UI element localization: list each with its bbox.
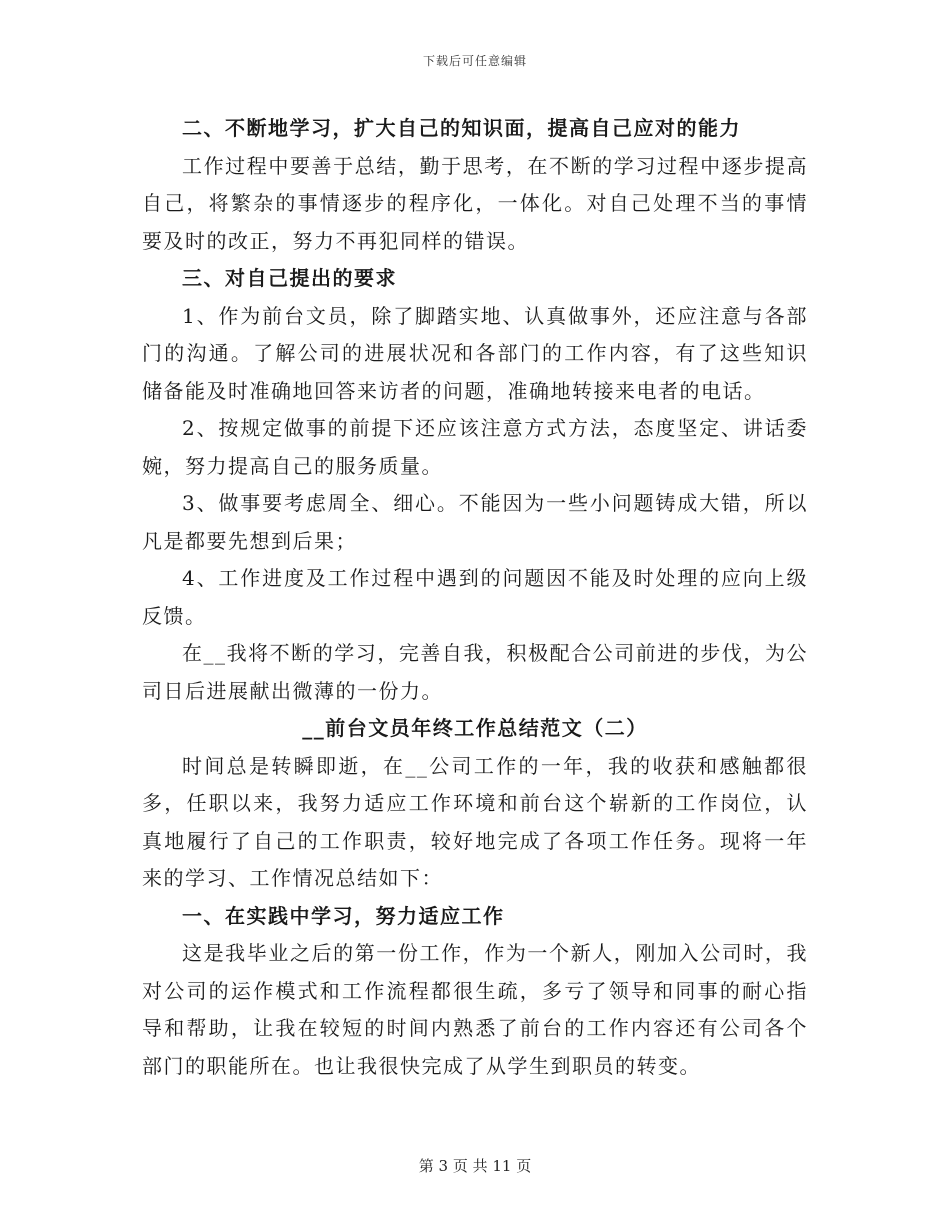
paragraph-requirement-2: 2、按规定做事的前提下还应该注意方式方法，态度坚定、讲话委婉，努力提高自己的服务质量。 <box>142 416 808 478</box>
page-header: 下载后可任意编辑 <box>422 54 527 68</box>
section-heading-3: 三、对自己提出的要求 <box>182 266 397 290</box>
document-title-2: __前台文员年终工作总结范文（二） <box>302 716 648 740</box>
document-body <box>142 110 808 1085</box>
paragraph-summary-learning: 工作过程中要善于总结，勤于思考，在不断的学习过程中逐步提高自己，将繁杂的事情逐步的程序化，一体化。对自己处理不当的事情要及时的改正，努力不再犯同样的错误。 <box>142 153 808 253</box>
paragraph-requirement-1: 1、作为前台文员，除了脚踏实地、认真做事外，还应注意与各部门的沟通。了解公司的进展状况和各部门的工作内容，有了这些知识储备能及时准确地回答来访者的问题，准确地转接来电者的电话。 <box>142 303 808 403</box>
paragraph-first-job: 这是我毕业之后的第一份工作，作为一个新人，刚加入公司时，我对公司的运作模式和工作流程都很生疏，多亏了领导和同事的耐心指导和帮助，让我在较短的时间内熟悉了前台的工作内容还有公司各个部门的职能所在。也让我很快完成了从学生到职员的转变。 <box>142 941 808 1078</box>
paragraph-intro: 时间总是转瞬即逝，在__公司工作的一年，我的收获和感触都很多，任职以来，我努力适应工作环境和前台这个崭新的工作岗位，认真地履行了自己的工作职责，较好地完成了各项工作任务。现将一年来的学习、工作情况总结如下： <box>142 753 808 890</box>
paragraph-closing: 在__我将不断的学习，完善自我，积极配合公司前进的步伐，为公司日后进展献出微薄的一份力。 <box>142 641 808 703</box>
page-footer: 第 3 页 共 11 页 <box>418 1157 532 1175</box>
paragraph-requirement-4: 4、工作进度及工作过程中遇到的问题因不能及时处理的应向上级反馈。 <box>142 566 808 628</box>
section-heading-2: 二、不断地学习，扩大自己的知识面，提高自己应对的能力 <box>182 116 741 140</box>
paragraph-requirement-3: 3、做事要考虑周全、细心。不能因为一些小问题铸成大错，所以凡是都要先想到后果； <box>142 491 808 553</box>
section-heading-1: 一、在实践中学习，努力适应工作 <box>182 903 505 928</box>
